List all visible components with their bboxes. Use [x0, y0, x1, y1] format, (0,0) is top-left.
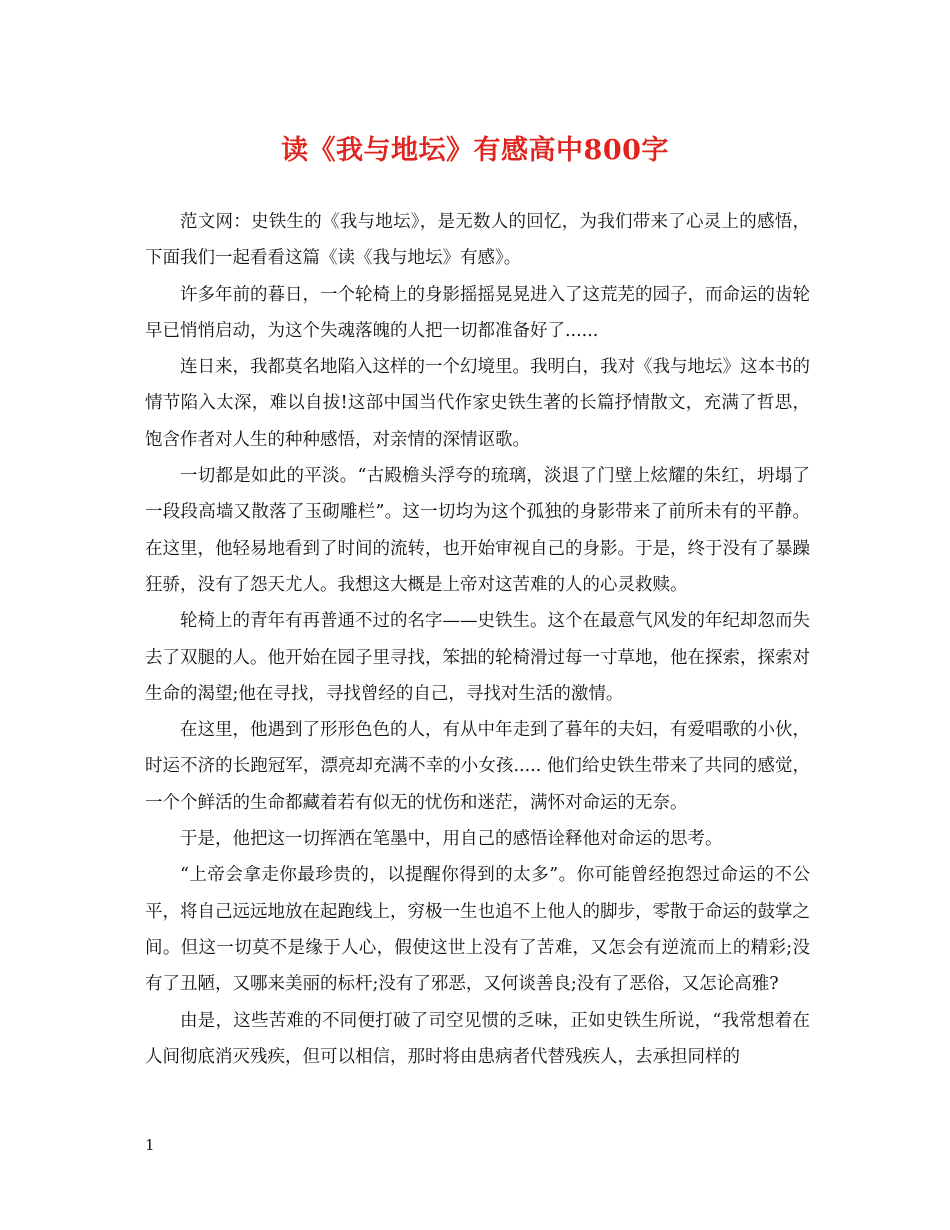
paragraph: 轮椅上的青年有再普通不过的名字——史铁生。这个在最意气风发的年纪却忽而失去了双腿的人。他开始在园子里寻找，笨拙的轮椅滑过每一寸草地，他在探索，探索对生命的渴望;他在寻找，寻找曾经的自己，寻找对生活的激情。 — [145, 611, 810, 704]
paragraph: 由是，这些苦难的不同便打破了司空见惯的乏味，正如史铁生所说，“我常想着在人间彻底消灭残疾，但可以相信，那时将由患病者代替残疾人，去承担同样的 — [145, 1010, 810, 1067]
paragraph: 在这里，他遇到了形形色色的人，有从中年走到了暮年的夫妇，有爱唱歌的小伙，时运不济的长跑冠军，漂亮却充满不幸的小女孩..... 他们给史铁生带来了共同的感觉，一个个鲜活的生命都藏着若有似无的忧伤和迷茫，满怀对命运的无奈。 — [145, 720, 810, 813]
document-body — [145, 204, 810, 1075]
paragraph: 连日来，我都莫名地陷入这样的一个幻境里。我明白，我对《我与地坛》这本书的情节陷入太深，难以自拔!这部中国当代作家史铁生著的长篇抒情散文，充满了哲思，饱含作者对人生的种种感悟，对亲情的深情讴歌。 — [145, 357, 810, 450]
paragraph: 于是，他把这一切挥洒在笔墨中，用自己的感悟诠释他对命运的思考。 — [180, 829, 723, 850]
paragraph: 许多年前的暮日，一个轮椅上的身影摇摇晃晃进入了这荒芜的园子，而命运的齿轮早已悄悄启动，为这个失魂落魄的人把一切都准备好了...... — [145, 284, 810, 341]
page-number: 1 — [145, 1136, 155, 1154]
paragraph: 一切都是如此的平淡。“古殿檐头浮夸的琉璃，淡退了门壁上炫耀的朱红，坍塌了一段段高墙又散落了玉砌雕栏”。这一切均为这个孤独的身影带来了前所未有的平静。在这里，他轻易地看到了时间的流转，也开始审视自己的身影。于是，终于没有了暴躁狂骄，没有了怨天尤人。我想这大概是上帝对这苦难的人的心灵救赎。 — [145, 466, 810, 595]
document-title: 读《我与地坛》有感高中800字 — [281, 135, 669, 166]
paragraph: 范文网：史铁生的《我与地坛》，是无数人的回忆，为我们带来了心灵上的感悟，下面我们一起看看这篇《读《我与地坛》有感》。 — [145, 212, 810, 269]
paragraph: “上帝会拿走你最珍贵的，以提醒你得到的太多”。你可能曾经抱怨过命运的不公平，将自己远远地放在起跑线上，穷极一生也追不上他人的脚步，零散于命运的鼓掌之间。但这一切莫不是缘于人心，假使这世上没有了苦难，又怎会有逆流而上的精彩;没有了丑陋，又哪来美丽的标杆;没有了邪恶，又何谈善良;没有了恶俗，又怎论高雅? — [145, 865, 810, 995]
